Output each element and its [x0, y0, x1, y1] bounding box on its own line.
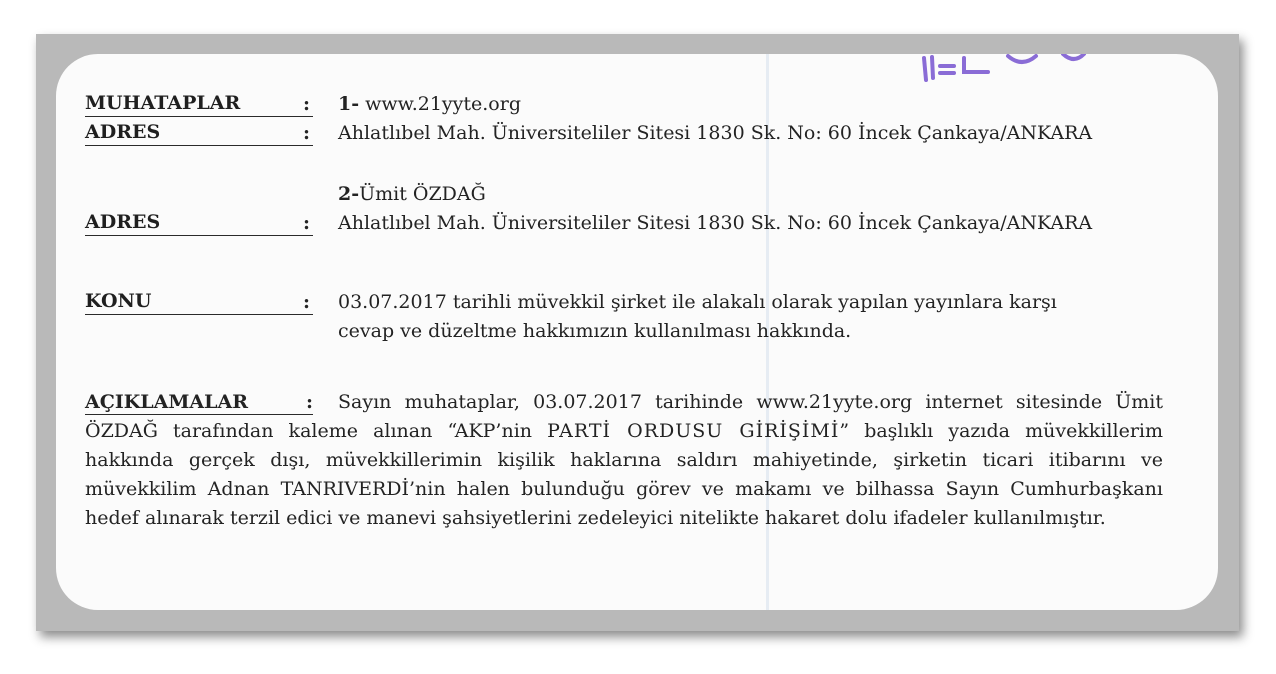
addressee-1-name: www.21yyte.org [365, 93, 521, 115]
aciklamalar-text-1: Sayın muhataplar, 03.07.2017 tarihinde www.21yyte.org internet sitesinde Ümit ÖZDAĞ tarafından kaleme alınan “AKP’nin [85, 391, 1163, 442]
addressee-2-number: 2- [338, 183, 360, 205]
konu-line-2: cevap ve düzeltme hakkımızın kullanılması hakkında. [338, 320, 852, 342]
address-1: Ahlatlıbel Mah. Üniversiteliler Sitesi 1830 Sk. No: 60 İncek Çankaya/ANKARA [338, 122, 1093, 144]
document-page [56, 54, 1218, 610]
colon: : [303, 122, 311, 144]
aciklamalar-paragraph [85, 388, 1163, 533]
addressee-1 [338, 90, 521, 119]
konu-row [85, 288, 1165, 317]
muhataplar-row [85, 90, 1165, 119]
adres-2-row [85, 209, 1165, 238]
colon: : [303, 212, 311, 234]
page-frame [36, 34, 1239, 631]
konu-row-2 [85, 317, 1165, 346]
addressee-2-name: Ümit ÖZDAĞ [359, 183, 486, 205]
aciklamalar-text-2: ” başlıklı yazıda müvekkillerim hakkında gerçek dışı, müvekkillerimin kişilik haklarına saldırı mahiyetinde, şirketin ticari itibarını ve müvekkilim Adnan TANRIVERDİ’nin halen bulunduğu görev ve makamı ve bilhassa Sayın Cumhurbaşkanı hedef alınarak terzil edici ve manevi şahsiyetlerini zedeleyici nitelikte hakaret dolu ifadeler kullanılmıştır. [85, 420, 1163, 529]
addressee-2 [338, 180, 486, 209]
adres-label: ADRES [85, 209, 313, 236]
document-body [85, 90, 1165, 533]
addressee-2-row [85, 180, 1165, 209]
muhataplar-label: MUHATAPLAR [85, 90, 313, 117]
address-2: Ahlatlıbel Mah. Üniversiteliler Sitesi 1830 Sk. No: 60 İncek Çankaya/ANKARA [338, 212, 1093, 234]
konu-label: KONU [85, 288, 313, 315]
adres-label: ADRES [85, 119, 313, 146]
article-title-caps: PARTİ ORDUSU GİRİŞİMİ [547, 420, 840, 442]
addressee-1-number: 1- [338, 93, 360, 115]
colon: : [303, 291, 311, 313]
colon: : [303, 93, 311, 115]
aciklamalar-label: AÇIKLAMALAR : [85, 391, 313, 413]
konu-line-1: 03.07.2017 tarihli müvekkil şirket ile alakalı olarak yapılan yayınlara karşı [338, 291, 1057, 313]
adres-1-row [85, 119, 1165, 148]
handwritten-stamp-mark [888, 54, 1088, 88]
